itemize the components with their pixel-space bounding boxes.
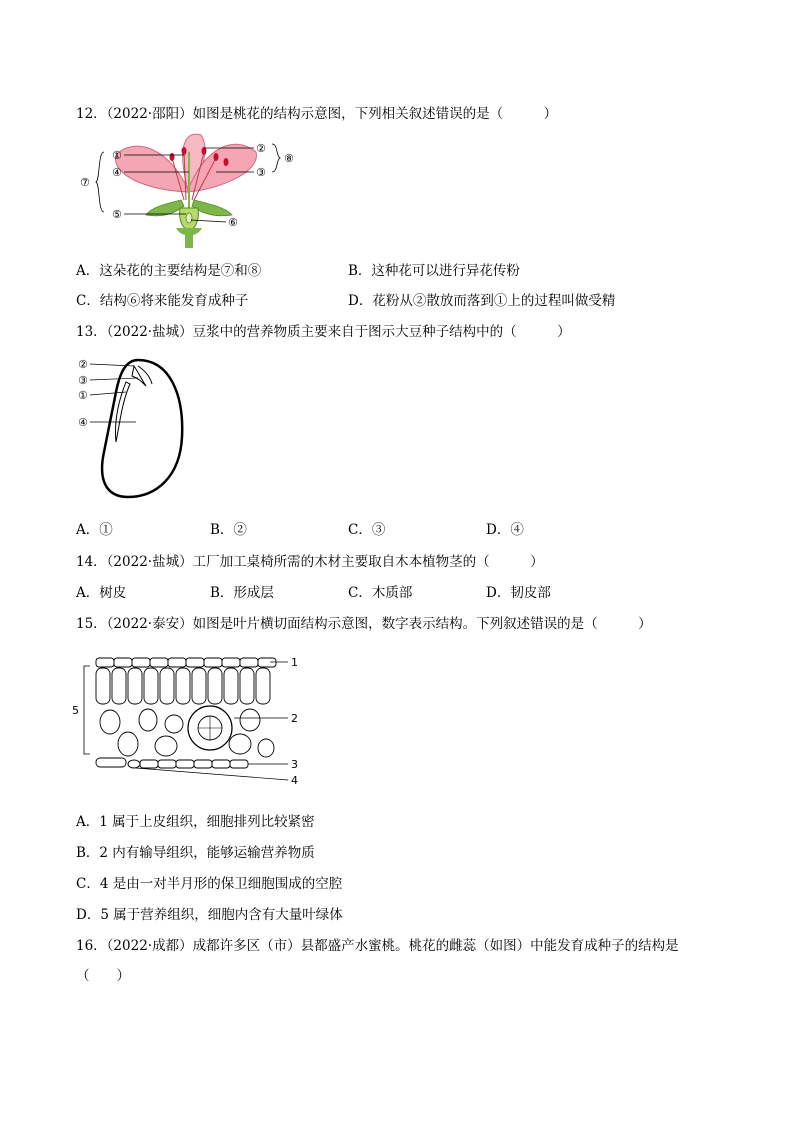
flower-label-3: ③ [256,166,266,179]
flower-label-8: ⑧ [284,152,294,165]
flower-label-5: ⑤ [112,208,122,221]
q12-option-c[interactable]: C．结构⑥将来能发育成种子 [76,293,249,309]
q12-option-a[interactable]: A．这朵花的主要结构是⑦和⑧ [76,263,262,279]
leaf-cross-section-figure [70,648,310,790]
flower-label-6: ⑥ [228,216,238,229]
q14-option-b[interactable]: B．形成层 [210,585,274,601]
seed-label-3: ③ [78,374,88,387]
leaf-label-3: 3 [291,758,298,771]
q14-option-d[interactable]: D．韧皮部 [486,585,551,601]
flower-label-2: ② [256,142,266,155]
q15-option-c[interactable]: C．4 是由一对半月形的保卫细胞围成的空腔 [76,876,343,892]
leaf-label-5: 5 [72,704,79,717]
seed-label-1: ① [78,389,88,402]
q13-stem: 13．（2022·盐城）豆浆中的营养物质主要来自于图示大豆种子结构中的（ ） [76,324,571,340]
q13-option-c[interactable]: C．③ [348,522,386,538]
seed-label-2: ② [78,358,88,371]
q15-option-b[interactable]: B．2 内有输导组织，能够运输营养物质 [76,845,315,861]
leaf-label-4: 4 [291,774,298,787]
seed-label-4: ④ [78,416,88,429]
q13-option-b[interactable]: B．② [210,522,247,538]
flower-label-7: ⑦ [80,176,90,189]
q14-stem: 14．（2022·盐城）工厂加工桌椅所需的木材主要取自木本植物茎的（ ） [76,554,544,570]
flower-label-1: ① [112,149,122,162]
q14-option-a[interactable]: A．树皮 [76,585,127,601]
leaf-label-1: 1 [291,656,298,669]
leaf-label-2: 2 [291,712,298,725]
q13-option-d[interactable]: D．④ [486,522,524,538]
q15-stem: 15．（2022·泰安）如图是叶片横切面结构示意图，数字表示结构。下列叙述错误的是（ ） [76,616,652,632]
flower-label-4: ④ [112,166,122,179]
q13-option-a[interactable]: A．① [76,522,113,538]
q12-option-d[interactable]: D．花粉从②散放而落到①上的过程叫做受精 [348,293,616,309]
q15-option-d[interactable]: D．5 属于营养组织，细胞内含有大量叶绿体 [76,907,343,923]
q12-stem: 12．（2022·邵阳）如图是桃花的结构示意图，下列相关叙述错误的是（ ） [76,106,558,122]
q16-stem: 16．（2022·成都）成都许多区（市）县都盛产水蜜桃。桃花的雌蕊（如图）中能发育成种子的结构是 [76,938,679,954]
q14-option-c[interactable]: C．木质部 [348,585,413,601]
peach-flower-figure [76,130,306,250]
q16-stem-continuation: （ ） [76,968,130,984]
q12-option-b[interactable]: B．这种花可以进行异花传粉 [348,263,520,279]
q15-option-a[interactable]: A．1 属于上皮组织，细胞排列比较紧密 [76,814,315,830]
soybean-seed-figure [76,352,196,502]
